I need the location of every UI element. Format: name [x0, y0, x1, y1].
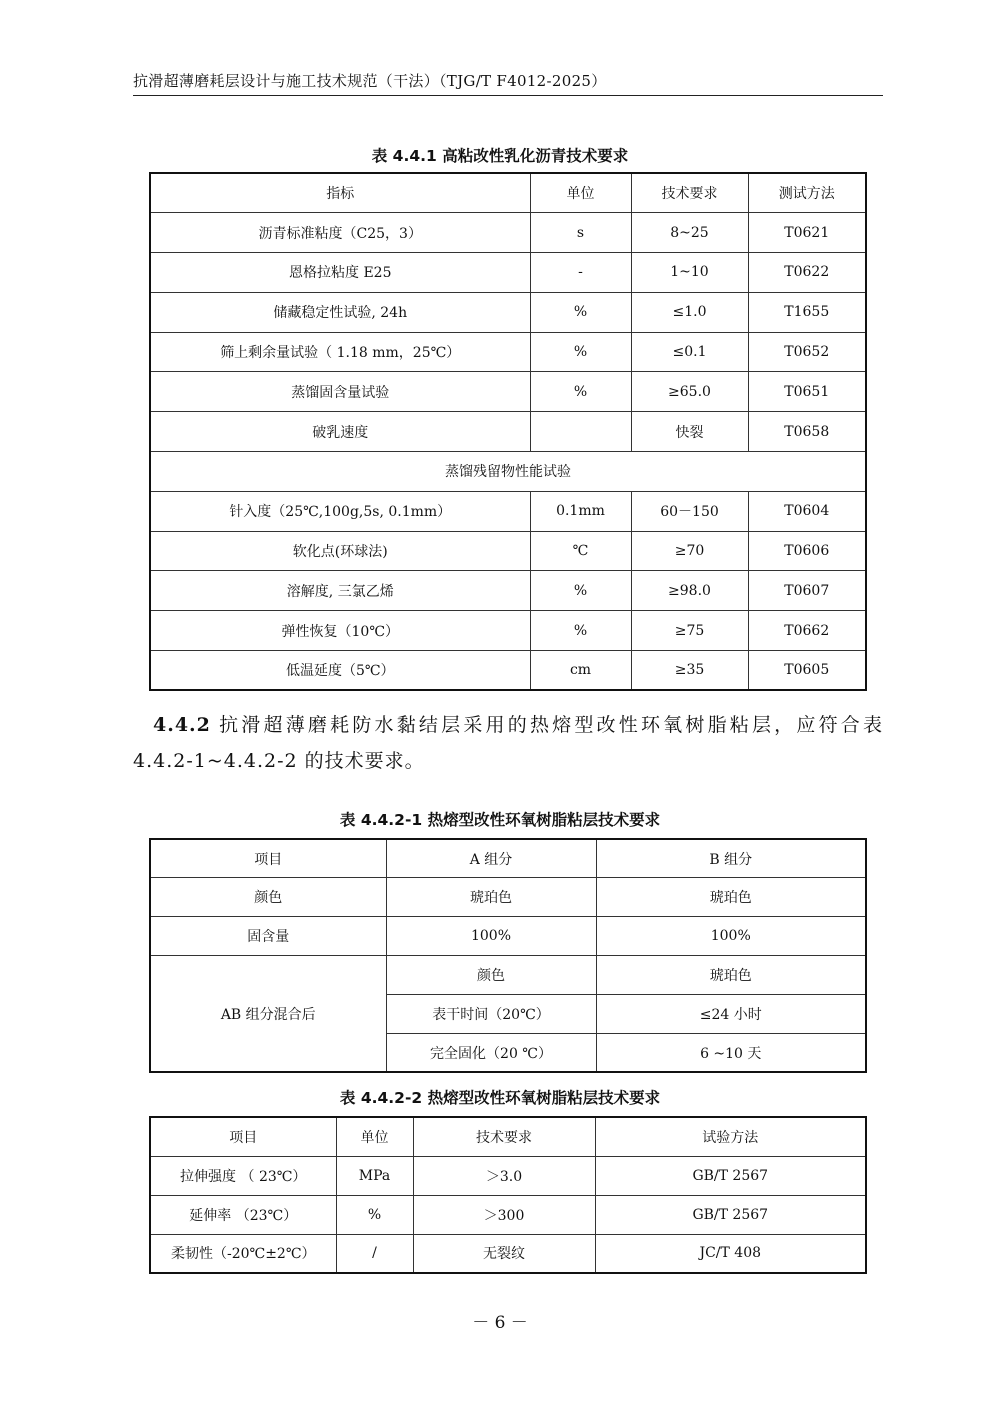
table-cell: 延伸率 （23℃）: [150, 1195, 336, 1234]
table-cell: ≤24 小时: [596, 995, 866, 1034]
header-row: [150, 173, 866, 213]
table-cell: T0662: [748, 611, 866, 651]
table-cell: 固含量: [150, 917, 386, 956]
column-header: 单位: [530, 173, 631, 213]
table-row: [150, 878, 866, 917]
clause-number: 4.4.2: [153, 714, 211, 736]
table-cell: 针入度（25℃,100g,5s, 0.1mm）: [150, 491, 530, 531]
table-4-4-2-1-caption: 表 4.4.2-1 热熔型改性环氧树脂粘层技术要求: [339, 811, 661, 829]
table-cell: ℃: [530, 531, 631, 571]
table-cell: T0604: [748, 491, 866, 531]
table-row: [150, 917, 866, 956]
table-cell: ≥98.0: [631, 571, 748, 611]
column-header: A 组分: [386, 839, 596, 878]
table-cell: 琥珀色: [596, 956, 866, 995]
table-cell: T0607: [748, 571, 866, 611]
table-cell: ＞300: [413, 1195, 595, 1234]
table-cell: %: [530, 292, 631, 332]
table-cell: ≥35: [631, 651, 748, 691]
table-cell: %: [530, 571, 631, 611]
header-row: [150, 1117, 866, 1156]
table-cell: 1~10: [631, 253, 748, 293]
table-row: [150, 611, 866, 651]
running-header: 抗滑超薄磨耗层设计与施工技术规范（干法）（TJG/T F4012-2025）: [133, 72, 607, 90]
table-row: [150, 1234, 866, 1273]
table-row: [150, 213, 866, 253]
table-row: [150, 651, 866, 691]
table-cell: 弹性恢复（10℃）: [150, 611, 530, 651]
table-cell: 100%: [596, 917, 866, 956]
table-cell: %: [530, 611, 631, 651]
header-rule: [133, 95, 883, 96]
table-cell: 溶解度, 三氯乙烯: [150, 571, 530, 611]
table-cell: s: [530, 213, 631, 253]
table-cell: ≥75: [631, 611, 748, 651]
table-cell: GB/T 2567: [595, 1195, 866, 1234]
table-cell: 破乳速度: [150, 412, 530, 452]
mixed-label-cell: AB 组分混合后: [150, 956, 386, 1073]
column-header: B 组分: [596, 839, 866, 878]
table-cell: %: [530, 332, 631, 372]
table-row: [150, 332, 866, 372]
table-cell: 表干时间（20℃）: [386, 995, 596, 1034]
page-number: － 6 －: [472, 1313, 528, 1333]
table-cell: %: [336, 1195, 413, 1234]
table-cell: JC/T 408: [595, 1234, 866, 1273]
table-cell: T0606: [748, 531, 866, 571]
table-cell: T0621: [748, 213, 866, 253]
table-cell: T0605: [748, 651, 866, 691]
section-row: [150, 452, 866, 492]
table-4-4-2-2: [149, 1116, 867, 1274]
table-cell: MPa: [336, 1156, 413, 1195]
table-row: [150, 292, 866, 332]
table-cell: GB/T 2567: [595, 1156, 866, 1195]
table-cell: T0658: [748, 412, 866, 452]
table-cell: 无裂纹: [413, 1234, 595, 1273]
column-header: 指标: [150, 173, 530, 213]
table-cell: 软化点(环球法): [150, 531, 530, 571]
column-header: 单位: [336, 1117, 413, 1156]
header-row: [150, 839, 866, 878]
table-cell: 低温延度（5℃）: [150, 651, 530, 691]
table-cell: T0622: [748, 253, 866, 293]
table-cell: 8~25: [631, 213, 748, 253]
table-cell: ≤0.1: [631, 332, 748, 372]
table-4-4-2-2-caption: 表 4.4.2-2 热熔型改性环氧树脂粘层技术要求: [339, 1089, 661, 1107]
column-header: 技术要求: [413, 1117, 595, 1156]
table-row: [150, 956, 866, 995]
table-cell: 60－150: [631, 491, 748, 531]
column-header: 测试方法: [748, 173, 866, 213]
table-row: [150, 571, 866, 611]
table-cell: 100%: [386, 917, 596, 956]
table-row: [150, 372, 866, 412]
table-cell: 快裂: [631, 412, 748, 452]
column-header: 项目: [150, 1117, 336, 1156]
table-cell: 完全固化（20 ℃）: [386, 1033, 596, 1072]
table-cell: ≤1.0: [631, 292, 748, 332]
table-cell: %: [530, 372, 631, 412]
table-cell: T0651: [748, 372, 866, 412]
table-row: [150, 412, 866, 452]
table-cell: -: [530, 253, 631, 293]
table-cell: T1655: [748, 292, 866, 332]
table-cell: 琥珀色: [386, 878, 596, 917]
table-cell: 6 ~10 天: [596, 1033, 866, 1072]
table-cell: 恩格拉粘度 E25: [150, 253, 530, 293]
table-cell: 筛上剩余量试验（ 1.18 mm，25℃）: [150, 332, 530, 372]
clause-text: 抗滑超薄磨耗防水黏结层采用的热熔型改性环氧树脂粘层，应符合表 4.4.2-1~4.4.2-2 的技术要求。: [133, 714, 883, 772]
table-4-4-2-1: [149, 838, 867, 1073]
table-cell: /: [336, 1234, 413, 1273]
table-cell: 颜色: [150, 878, 386, 917]
column-header: 项目: [150, 839, 386, 878]
table-cell: 琥珀色: [596, 878, 866, 917]
table-cell: [530, 412, 631, 452]
column-header: 技术要求: [631, 173, 748, 213]
table-cell: cm: [530, 651, 631, 691]
table-cell: ≥65.0: [631, 372, 748, 412]
table-row: [150, 531, 866, 571]
table-cell: 0.1mm: [530, 491, 631, 531]
table-row: [150, 491, 866, 531]
table-cell: 拉伸强度 （ 23℃）: [150, 1156, 336, 1195]
table-cell: T0652: [748, 332, 866, 372]
table-4-4-1-caption: 表 4.4.1 高粘改性乳化沥青技术要求: [371, 147, 629, 165]
table-4-4-1: [149, 172, 867, 691]
column-header: 试验方法: [595, 1117, 866, 1156]
table-row: [150, 1156, 866, 1195]
section-label: 蒸馏残留物性能试验: [150, 452, 866, 492]
table-cell: 蒸馏固含量试验: [150, 372, 530, 412]
table-cell: 沥青标准粘度（C25，3）: [150, 213, 530, 253]
table-row: [150, 253, 866, 293]
table-row: [150, 1195, 866, 1234]
table-cell: 储藏稳定性试验, 24h: [150, 292, 530, 332]
table-cell: 柔韧性（-20℃±2℃）: [150, 1234, 336, 1273]
table-cell: 颜色: [386, 956, 596, 995]
clause-4-4-2: [133, 707, 883, 779]
table-cell: ≥70: [631, 531, 748, 571]
table-cell: ＞3.0: [413, 1156, 595, 1195]
